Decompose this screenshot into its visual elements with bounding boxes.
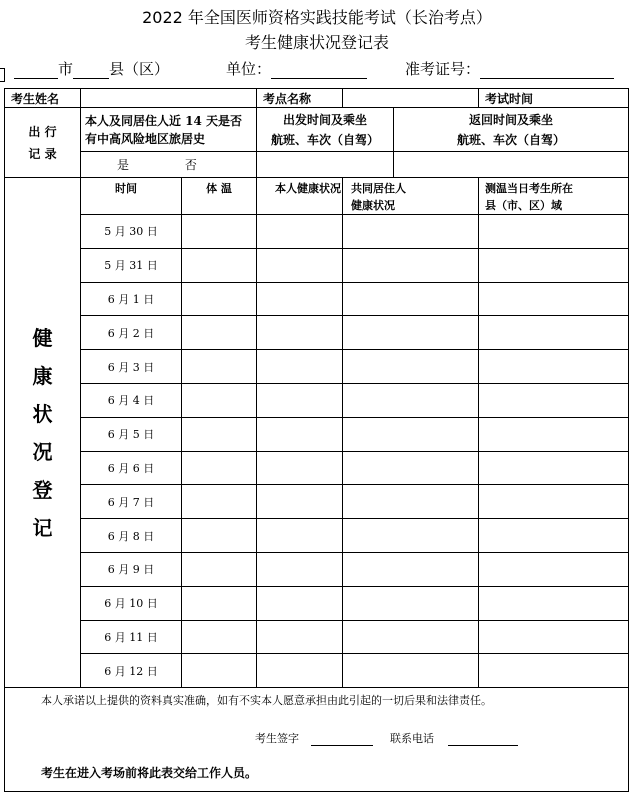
- name-label: 考生姓名: [5, 89, 81, 108]
- location-input[interactable]: [479, 519, 629, 553]
- date-row: [5, 215, 629, 249]
- temp-input[interactable]: [182, 654, 257, 688]
- date-cell: 6 月 10 日: [81, 586, 182, 620]
- temp-input[interactable]: [182, 316, 257, 350]
- date-cell: 6 月 8 日: [81, 519, 182, 553]
- temp-input[interactable]: [182, 282, 257, 316]
- location-input[interactable]: [479, 451, 629, 485]
- unit-label: 单位：: [226, 60, 272, 78]
- corner-mark: [0, 68, 5, 82]
- location-input[interactable]: [479, 282, 629, 316]
- date-cell: 6 月 12 日: [81, 654, 182, 688]
- return-label: 返回时间及乘坐 航班、车次（自驾）: [394, 108, 629, 152]
- health-registration-table: [4, 88, 629, 792]
- temp-input[interactable]: [182, 552, 257, 586]
- city-label: 市: [58, 60, 74, 78]
- submission-note: 考生在进入考场前将此表交给工作人员。: [41, 766, 258, 781]
- temp-input[interactable]: [182, 519, 257, 553]
- temp-input[interactable]: [182, 451, 257, 485]
- city-county-field: [14, 58, 169, 79]
- col-location: 测温当日考生所在 县（市、区）域: [479, 178, 629, 215]
- date-row: [5, 417, 629, 451]
- date-row: [5, 248, 629, 282]
- phone-blank[interactable]: [448, 733, 518, 746]
- self-health-input[interactable]: [257, 316, 343, 350]
- temp-input[interactable]: [182, 417, 257, 451]
- temp-input[interactable]: [182, 383, 257, 417]
- self-health-input[interactable]: [257, 552, 343, 586]
- date-cell: 6 月 1 日: [81, 282, 182, 316]
- date-row: [5, 552, 629, 586]
- pledge-text: 本人承诺以上提供的资料真实准确，如有不实本人愿意承担由此引起的一切后果和法律责任。: [41, 694, 492, 708]
- self-health-input[interactable]: [257, 485, 343, 519]
- date-cell: 6 月 3 日: [81, 350, 182, 384]
- yes-option[interactable]: 是: [117, 158, 130, 172]
- date-row: [5, 350, 629, 384]
- unit-blank[interactable]: [271, 63, 367, 79]
- self-health-input[interactable]: [257, 417, 343, 451]
- ticket-label: 准考证号：: [405, 60, 481, 78]
- date-row: [5, 383, 629, 417]
- date-cell: 6 月 5 日: [81, 417, 182, 451]
- cohab-health-input[interactable]: [343, 282, 479, 316]
- departure-input[interactable]: [257, 152, 394, 178]
- self-health-input[interactable]: [257, 451, 343, 485]
- signature-label: 考生签字: [255, 732, 299, 746]
- county-label: 县（区）: [109, 60, 170, 78]
- location-input[interactable]: [479, 552, 629, 586]
- city-blank[interactable]: [14, 63, 58, 79]
- temp-input[interactable]: [182, 485, 257, 519]
- col-self-health: 本人健康状况: [257, 178, 343, 215]
- self-health-input[interactable]: [257, 519, 343, 553]
- no-option[interactable]: 否: [184, 158, 197, 172]
- yes-no-choice[interactable]: [81, 152, 257, 178]
- self-health-input[interactable]: [257, 215, 343, 249]
- cohab-health-input[interactable]: [343, 654, 479, 688]
- cohab-health-input[interactable]: [343, 417, 479, 451]
- date-row: [5, 282, 629, 316]
- cohab-health-input[interactable]: [343, 519, 479, 553]
- exam-time-label: 考试时间: [479, 89, 629, 108]
- location-input[interactable]: [479, 485, 629, 519]
- cohab-health-input[interactable]: [343, 350, 479, 384]
- location-input[interactable]: [479, 383, 629, 417]
- date-row: [5, 519, 629, 553]
- self-health-input[interactable]: [257, 620, 343, 654]
- date-row: [5, 586, 629, 620]
- signature-field: [255, 730, 518, 746]
- ticket-blank[interactable]: [480, 63, 614, 79]
- date-row: [5, 451, 629, 485]
- cohab-health-input[interactable]: [343, 552, 479, 586]
- form-title: 2022 年全国医师资格实践技能考试（长治考点）: [142, 8, 492, 27]
- cohab-health-input[interactable]: [343, 383, 479, 417]
- return-input[interactable]: [394, 152, 629, 178]
- col-time: 时间: [81, 178, 182, 215]
- self-health-input[interactable]: [257, 654, 343, 688]
- site-input[interactable]: [343, 89, 479, 108]
- departure-label: 出发时间及乘坐 航班、车次（自驾）: [257, 108, 394, 152]
- self-health-input[interactable]: [257, 282, 343, 316]
- temp-input[interactable]: [182, 248, 257, 282]
- site-label: 考点名称: [257, 89, 343, 108]
- cohab-health-input[interactable]: [343, 316, 479, 350]
- location-input[interactable]: [479, 417, 629, 451]
- county-blank[interactable]: [73, 63, 109, 79]
- self-health-input[interactable]: [257, 586, 343, 620]
- temp-input[interactable]: [182, 350, 257, 384]
- cohab-health-input[interactable]: [343, 248, 479, 282]
- form-subtitle: 考生健康状况登记表: [244, 33, 389, 52]
- travel-record-label: 出 行 记 录: [5, 108, 81, 178]
- date-row: [5, 654, 629, 688]
- cohab-health-input[interactable]: [343, 620, 479, 654]
- cohab-health-input[interactable]: [343, 215, 479, 249]
- date-row: [5, 316, 629, 350]
- self-health-input[interactable]: [257, 350, 343, 384]
- location-input[interactable]: [479, 215, 629, 249]
- risk-history-question: 本人及同居住人近 14 天是否有中高风险地区旅居史: [81, 108, 257, 152]
- self-health-input[interactable]: [257, 383, 343, 417]
- location-input[interactable]: [479, 654, 629, 688]
- self-health-input[interactable]: [257, 248, 343, 282]
- date-row: [5, 620, 629, 654]
- date-cell: 6 月 9 日: [81, 552, 182, 586]
- cohab-health-input[interactable]: [343, 586, 479, 620]
- col-temperature: 体 温: [182, 178, 257, 215]
- date-cell: 6 月 2 日: [81, 316, 182, 350]
- temp-input[interactable]: [182, 215, 257, 249]
- health-section-label: 健 康 状 况 登 记: [5, 178, 81, 688]
- date-cell: 5 月 31 日: [81, 248, 182, 282]
- location-input[interactable]: [479, 248, 629, 282]
- date-cell: 6 月 11 日: [81, 620, 182, 654]
- location-input[interactable]: [479, 316, 629, 350]
- date-cell: 5 月 30 日: [81, 215, 182, 249]
- date-cell: 6 月 7 日: [81, 485, 182, 519]
- cohab-health-input[interactable]: [343, 451, 479, 485]
- location-input[interactable]: [479, 620, 629, 654]
- signature-blank[interactable]: [311, 733, 373, 746]
- ticket-field: [405, 58, 614, 79]
- col-cohabitant-health: 共同居住人 健康状况: [343, 178, 479, 215]
- pledge-section: [5, 688, 629, 792]
- location-input[interactable]: [479, 586, 629, 620]
- date-cell: 6 月 4 日: [81, 383, 182, 417]
- phone-label: 联系电话: [390, 732, 434, 746]
- temp-input[interactable]: [182, 620, 257, 654]
- unit-field: [226, 58, 367, 79]
- temp-input[interactable]: [182, 586, 257, 620]
- date-row: [5, 485, 629, 519]
- name-input[interactable]: [81, 89, 257, 108]
- cohab-health-input[interactable]: [343, 485, 479, 519]
- date-cell: 6 月 6 日: [81, 451, 182, 485]
- location-input[interactable]: [479, 350, 629, 384]
